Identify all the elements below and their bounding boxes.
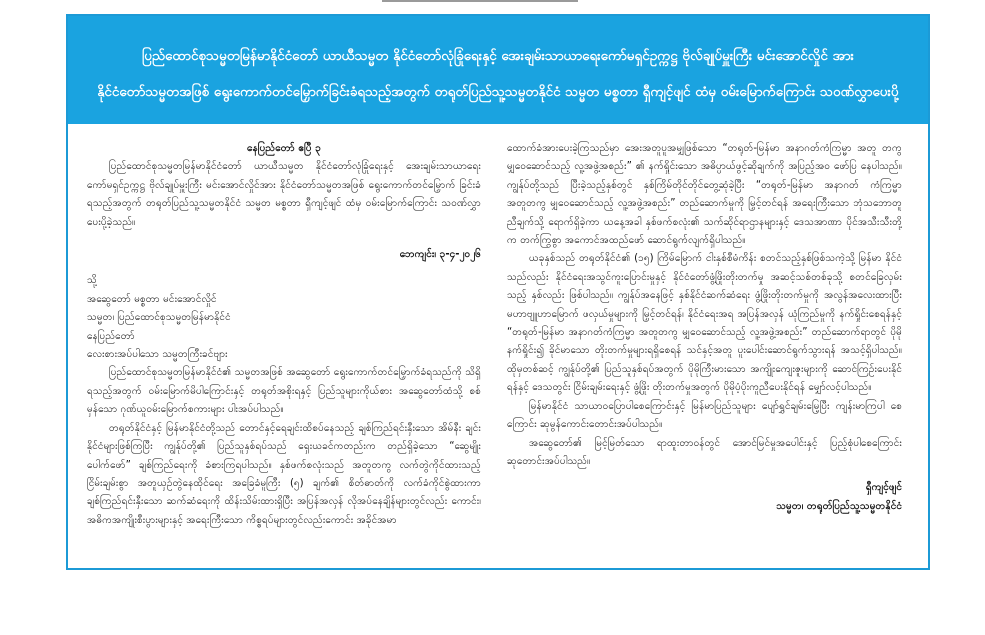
- addressee-location: နေပြည်တော်: [87, 330, 135, 342]
- headline-line-1: ပြည်ထောင်စုသမ္မတမြန်မာနိုင်ငံတော် ယာယီသမ္မတ နိုင်ငံတော်လုံခြုံရေးနှင့် အေးချမ်းသာယာရေးကော်မရှင်ဥက္ကဋ္ဌ ဗိုလ်ချုပ်မှူးကြီး မင်းအောင်လှိုင် အား: [142, 48, 854, 64]
- right-column: [507, 140, 902, 516]
- spacer: [507, 471, 902, 479]
- letter-paragraph-1: ပြည်ထောင်စုသမ္မတမြန်မာနိုင်ငံ၏ သမ္မတအဖြစ် အဆွေတော် ရွေးကောက်တင်မြှောက်ခံရသည်ကို သိရှိရသည့်အတွက် ဝမ်းမြောက်မိပါကြောင်းနှင့် တရုတ်အစိုးရနှင့် ပြည်သူများကိုယ်စား အဆွေတော်ထံသို့ စစ်မှန်သော ဂုဏ်ယူဝမ်းမြောက်စကားများ ပါးအပ်ပါသည်။: [87, 367, 481, 416]
- salutation: လေးစားအပ်ပါသော သမ္မတကြီးခင်ဗျား: [87, 349, 228, 361]
- article-frame: [66, 14, 930, 570]
- left-column: [87, 140, 481, 530]
- letter-paragraph-3: ထောက်ခံအားပေးခဲ့ကြသည်မှာ အေးအတူပူအမျှဖြစ်သော “တရုတ်-မြန်မာ အနာဂတ်ကံကြမ္မာ အတူ တကွ မျှဝေဆောင်သည့် လူ့အဖွဲ့အစည်း” ၏ နက်ရှိုင်းသော အဓိပ္ပာယ်ဖွင့်ဆိုချက်ကို အပြည့်အဝ ဖော်ပြ နေပါသည်။ ကျွန်ုပ်တို့သည် ပြီးခဲ့သည့်နှစ်တွင် နှစ်ကြိမ်တိုင်တိုင်တွေ့ဆုံခဲ့ပြီး “တရုတ်-မြန်မာ အနာဂတ် ကံကြမ္မာ အတူတကွ မျှဝေဆောင်သည့် လူ့အဖွဲ့အစည်း” တည်ဆောက်မှုကို မြှင့်တင်ရန် အရေးကြီးသော ဘုံသဘောတူညီချက်သို့ ရောက်ရှိခဲ့ကာ ယနေ့အခါ နှစ်ဖက်စလုံး၏ သက်ဆိုင်ရာဌာနများနှင့် ဒေသအာဏာ ပိုင်အသီးသီးတို့က တက်ကြွစွာ အကောင်အထည်ဖော် ဆောင်ရွက်လျက်ရှိပါသည်။: [507, 143, 902, 247]
- letter-paragraph-5: မြန်မာနိုင်ငံ သာယာဝပြောပါစေကြောင်းနှင့် မြန်မာပြည်သူများ ပျော်ရွှင်ချမ်းမြေ့ပြီး ကျန်းမာကြပါ စေကြောင်း ဆုမွန်ကောင်းတောင်းအပ်ပါသည်။: [507, 400, 902, 431]
- addressee-title: သမ္မတ၊ ပြည်ထောင်စုသမ္မတမြန်မာနိုင်ငံ: [87, 312, 231, 324]
- letter-paragraph-2: တရုတ်နိုင်ငံနှင့် မြန်မာနိုင်ငံတို့သည် တောင်နှင့်ရေချင်းထိစပ်နေသည့် ချစ်ကြည်ရင်းနှီးသော အိမ်နီး ချင်းနိုင်ငံများဖြစ်ကြပြီး ကျွန်ုပ်တို့၏ ပြည်သူနှစ်ရပ်သည် ရှေးယခင်ကတည်းက တည်ရှိခဲ့သော “ဆွေမျိုး ပေါက်ဖော်” ချစ်ကြည်ရေးကို ခံစားကြရပါသည်။ နှစ်ဖက်စလုံးသည် အတူတကွ လက်တွဲကိုင်ထားသည့် ငြိမ်းချမ်းစွာ အတူယှဉ်တွဲနေထိုင်ရေး အခြေခံမူကြီး (၅) ချက်၏ စိတ်ဓာတ်ကို လက်ခံကိုင်စွဲထားကာ ချစ်ကြည်ရင်းနှီးသော ဆက်ဆံရေးကို ထိန်းသိမ်းထားရှိပြီး အပြန်အလှန် လိုအပ်နေချိန်များတွင်လည်း ကောင်း၊ အဓိကအကျိုးစီးပွားများနှင့် အရေးကြီးသော ကိစ္စရပ်များတွင်လည်းကောင်း အခိုင်အမာ: [87, 422, 481, 526]
- headline-banner: [68, 16, 928, 124]
- dateline: နေပြည်တော် ဧပြီ ၃: [247, 143, 321, 154]
- signer-name: ရှီကျင့်ဖျင်: [865, 482, 902, 494]
- spacer: [87, 264, 481, 272]
- letter-paragraph-4: ယခုနှစ်သည် တရုတ်နိုင်ငံ၏ (၁၅) ကြိမ်မြောက် ငါးနှစ်စီမံကိန်း စတင်သည့်နှစ်ဖြစ်သကဲ့သို့ မြန်မာ နိုင်ငံသည်လည်း နိုင်ငံရေးအသွင်ကူးပြောင်းမှုနှင့် နိုင်ငံတော်ဖွံ့ဖြိုးတိုးတက်မှု အဆင့်သစ်တစ်ခုသို့ စတင်ခြေလှမ်းသည့် နှစ်လည်း ဖြစ်ပါသည်။ ကျွန်ုပ်အနေဖြင့် နှစ်နိုင်ငံဆက်ဆံရေး ဖွံ့ဖြိုးတိုးတက်မှုကို အလွန်အလေးထားပြီး မဟာဗျူဟာမြောက် ဖလှယ်မှုများကို မြှင့်တင်ရန်၊ နိုင်ငံရေးအရ အပြန်အလှန် ယုံကြည်မှုကို နက်ရှိုင်းစေရန်နှင့် “တရုတ်-မြန်မာ အနာဂတ်ကံကြမ္မာ အတူတကွ မျှဝေဆောင်သည့် လူ့အဖွဲ့အစည်း” တည်ဆောက်ရာတွင် ပိုမိုနက်ရှိုင်း၍ ခိုင်မာသော တိုးတက်မှုများရရှိစေရန် သင်နှင့်အတူ ပူးပေါင်းဆောင်ရွက်သွားရန် အသင့်ရှိပါသည်။ ထိုမှတစ်ဆင့် ကျွန်ုပ်တို့၏ ပြည်သူနှစ်ရပ်အတွက် ပိုမိုကြီးမားသော အကျိုးကျေးဇူးများကို ဆောင်ကြဉ်းပေးနိုင်ရန်နှင့် ဒေသတွင်း ငြိမ်းချမ်းရေးနှင့် ဖွံ့ဖြိုး တိုးတက်မှုအတွက် ပိုမိုပံ့ပိုးကူညီပေးနိုင်ရန် မျှော်လင့်ပါသည်။: [507, 253, 902, 394]
- top-divider: [382, 0, 578, 2]
- letter-paragraph-6: အဆွေတော်၏ မြင့်မြတ်သော ရာထူးတာဝန်တွင် အောင်မြင်မှုအပေါင်းနှင့် ပြည့်စုံပါစေကြောင်း ဆုတောင်းအပ်ပါသည်။: [507, 437, 902, 467]
- headline-line-2: နိုင်ငံတော်သမ္မတအဖြစ် ရွေးကောက်တင်မြှောက်ခြင်းခံရသည့်အတွက် တရုတ်ပြည်သူ့သမ္မတနိုင်ငံ သမ္မတ မစ္စတာ ရှီကျင့်ဖျင် ထံမှ ဝမ်းမြောက်ကြောင်း သဝဏ်လွှာပေးပို့: [97, 84, 899, 100]
- spacer: [87, 232, 481, 246]
- signer-title: သမ္မတ၊ တရုတ်ပြည်သူ့သမ္မတနိုင်ငံ: [776, 500, 902, 512]
- letter-date: ဘေကျင်း၊ ၃-၄-၂၀၂၆: [399, 249, 481, 261]
- intro-paragraph: ပြည်ထောင်စုသမ္မတမြန်မာနိုင်ငံတော် ယာယီသမ္မတ နိုင်ငံတော်လုံခြုံရေးနှင့် အေးချမ်းသာယာရေး ကော်မရှင်ဥက္ကဋ္ဌ ဗိုလ်ချုပ်မှူးကြီး မင်းအောင်လှိုင်အား နိုင်ငံတော်သမ္မတအဖြစ် ရွေးကောက်တင်မြှောက် ခြင်းခံရသည့်အတွက် တရုတ်ပြည်သူ့သမ္မတနိုင်ငံ သမ္မတ မစ္စတာ ရှီကျင့်ဖျင် ထံမှ ဝမ်းမြောက်ကြောင်း သဝဏ်လွှာပေးပို့ခဲ့သည်။: [87, 161, 481, 228]
- to-label: သို့: [87, 275, 97, 287]
- addressee-name: အဆွေတော် မစ္စတာ မင်းအောင်လှိုင်: [87, 293, 217, 305]
